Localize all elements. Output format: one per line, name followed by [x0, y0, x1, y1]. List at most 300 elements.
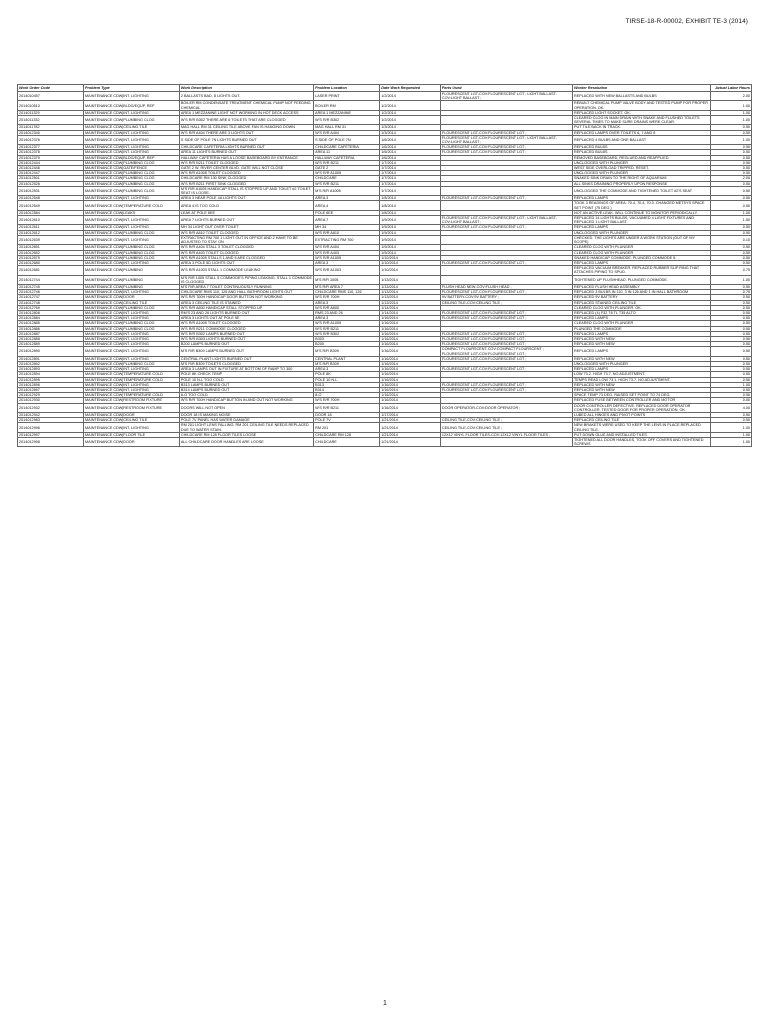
table-cell: 0.50 [711, 284, 752, 289]
table-cell: 1.00 [711, 275, 752, 284]
table-cell: 2014012892 [18, 361, 84, 366]
table-cell: 2014011782 [18, 125, 84, 130]
table-cell: 1/9/2014 [380, 216, 441, 225]
table-cell: 1/6/2014 [380, 155, 441, 160]
table-cell: 1.00 [711, 438, 752, 447]
table-cell: CEILING TILE-COV:CEILING TILE ; [440, 423, 572, 432]
table-cell: PUT DOWN GLUE AND INSTALLED TILES [573, 432, 711, 437]
table-cell: 0.50 [711, 230, 752, 235]
table-cell: 2.00 [711, 92, 752, 101]
table-cell: 0.50 [711, 377, 752, 382]
table-cell: CHECKED. THE LIGHTS ARE UNDER A WORK STATION (OUT OF MY SCOPE) [573, 235, 711, 244]
table-cell: 0.50 [711, 342, 752, 347]
table-cell: FLOURESCENT LGT-COV:FLOURESCENT LGT ; [440, 387, 572, 392]
table-cell: 1/13/2014 [380, 295, 441, 300]
table-cell: CEILING TILE-COV:CEILING TILE ; [440, 300, 572, 305]
table-cell: ALL CHILDCARE DOOR HANDLES ARE LOOSE [179, 438, 313, 447]
table-cell: M'S R/R B309 TOILETS CLOGGED [179, 361, 313, 366]
table-cell: 0.50 [711, 295, 752, 300]
table-cell: 2014012444 [18, 160, 84, 165]
table-cell: MAINTENANCE CDW|INT. LIGHTING [84, 290, 180, 295]
table-cell: SNAKED HANDICAP COMMODE. PLUNGED COMMODE 5. [573, 255, 711, 260]
table-cell: MAINTENANCE CDW|INT. LIGHTING [84, 150, 180, 155]
table-cell: MAINTENANCE CDW|PLUMBING CLOG [84, 171, 180, 176]
table-cell: 2014012748 [18, 300, 84, 305]
table-cell: AREA 11 [314, 150, 380, 155]
table-body [18, 92, 752, 447]
table-cell: EXTRACTING RM 700 1 LIGHT OUT IN OFFICE AND 2 HAVE TO BE ADJUSTED TO STAY ON [179, 235, 313, 244]
table-cell: REPLACED LAMPS [573, 367, 711, 372]
table-cell: REPLACED 3 BULBS IN 110, 3 IN 126 AND 1 IN HALL BATHROOM [573, 290, 711, 295]
table-cell: 2014011332 [18, 116, 84, 125]
table-cell: 2014012612 [18, 230, 84, 235]
table-cell: 1/16/2014 [380, 398, 441, 403]
table-cell: ALL SINKS DRAINING PROPERLY UPON RESPONSE [573, 181, 711, 186]
table-cell: W'S R/R A1005 [314, 321, 380, 326]
table-cell [440, 101, 572, 110]
table-cell: B303 [314, 336, 380, 341]
table-cell: 2014012446 [18, 166, 84, 171]
table-cell: 2014012447 [18, 171, 84, 176]
table-cell: MAINTENANCE CDW|PLUMBING CLOG [84, 181, 180, 186]
table-cell: 1/21/2014 [380, 432, 441, 437]
table-cell: MAINTENANCE CDW|INT. LIGHTING [84, 367, 180, 372]
table-cell: 2014012379 [18, 155, 84, 160]
table-cell: 1/8/2014 [380, 201, 441, 210]
table-cell: MAINTENANCE CDW|INT. LIGHTING [84, 145, 180, 150]
table-cell: FLOURESCENT LGT-COV:FLOURESCENT LGT ; [440, 367, 572, 372]
table-cell: W'S R/R A404 THERE ARE 3 LIGHTS OUT [179, 130, 313, 135]
table-cell: MAINTENANCE CDW|DOOR [84, 295, 180, 300]
table-cell: 2014012942 [18, 413, 84, 418]
table-cell: CHILDCARE CAFETERIA LIGHTS BURNED OUT [179, 145, 313, 150]
table-cell: W'S R/R A1003 [314, 266, 380, 275]
table-cell: MAINTENANCE CDW|GATE/FENCE [84, 166, 180, 171]
table-cell: 1/3/2014 [380, 130, 441, 135]
table-cell: 1/14/2014 [380, 305, 441, 310]
column-header: Parts Used [440, 85, 572, 92]
table-cell: 0.50 [711, 145, 752, 150]
table-cell: 1/14/2014 [380, 310, 441, 315]
table-cell: 2014012376 [18, 135, 84, 144]
table-cell: FLOURESCENT LGT-COV:FLOURESCENT LGT ; [440, 145, 572, 150]
table-cell: FLOURESCENT LGT-COV:FLOURESCENT LGT ; LIGHT BALLAST-COV:LIGHT BALLAST ; [440, 92, 572, 101]
table-cell: MAINTENANCE CDW|CEILING TILE [84, 125, 180, 130]
table-cell: FLOURESCENT LGT-COV:FLOURESCENT LGT ; [440, 196, 572, 201]
table-cell: 0.50 [711, 300, 752, 305]
table-cell: REPLACED LAMPS [573, 331, 711, 336]
table-cell: MAINTENANCE CDW|INT. LIGHTING [84, 110, 180, 115]
table-cell: NEW BRAKETS WERE USED TO KEEP THE LENS IN PLACE.REPLACED CEILING TILE. [573, 423, 711, 432]
table-cell: 0.50 [711, 316, 752, 321]
table-cell: AREA 7 LIGHTS BURNED OUT [179, 216, 313, 225]
table-cell: 1/7/2014 [380, 171, 441, 176]
table-cell: 2014012893 [18, 367, 84, 372]
table-cell: MAINTENANCE CDW|PLUMBING [84, 266, 180, 275]
table-cell: BOILER RM CONDENSATE TREATMENT CHEMICAL PUMP NOT FEEDING CHEMICAL [179, 101, 313, 110]
table-cell: DOORS WILL NOT OPEN [179, 403, 313, 412]
table-row [18, 135, 752, 144]
table-cell: 1/16/2014 [380, 347, 441, 356]
table-cell: W'S R/R B211 [314, 403, 380, 412]
work-order-table-container [17, 84, 752, 447]
table-cell: M'S R/R A1005 HANDICAP STALL IS STOPPED UP AND TOILET #2 TOILET SEAT IS LOOSE. [179, 186, 313, 195]
table-cell: REPLACED LAMPS [573, 347, 711, 356]
table-cell: REPLACED FUSE BETWEEN CONTROLLER AND MOTOR [573, 398, 711, 403]
table-cell: 2014012997 [18, 432, 84, 437]
table-cell: FLOURESCENT LGT-COV:FLOURESCENT LGT ; [440, 356, 572, 361]
table-cell: 1/7/2014 [380, 181, 441, 186]
table-cell: 1/10/2014 [380, 255, 441, 260]
table-cell: PUT TILE BACK IN TRACK. [573, 125, 711, 130]
page-number: 1 [383, 1000, 387, 1007]
table-cell: M'S R/R B309 LAMPS BURNED OUT [179, 347, 313, 356]
table-cell: 1/13/2014 [380, 290, 441, 295]
table-cell: 1/7/2014 [380, 186, 441, 195]
table-cell: MAG HALL RM 31 CEILING TILE ABOVE FAN IS HANGING DOWN [179, 125, 313, 130]
table-cell: 1/9/2014 [380, 230, 441, 235]
table-cell: 1/3/2014 [380, 125, 441, 130]
table-cell: 2014012884 [18, 316, 84, 321]
table-cell: AREA 1 MEZZANINE [314, 110, 380, 115]
table-cell: REPLACED WITH NEW [573, 387, 711, 392]
table-cell: 1/13/2014 [380, 300, 441, 305]
table-cell: AREA 3 [314, 300, 380, 305]
table-cell: W'S R/R 700H [314, 398, 380, 403]
table-cell: W'S R/R A404 [314, 130, 380, 135]
table-cell: AREA 3 NEAR POLE 4A LIGHTS OUT [179, 196, 313, 201]
table-cell: POLE 8K CHECK TEMP [179, 372, 313, 377]
table-cell: MAINTENANCE CDW|RESTROOM FIXTURE [84, 398, 180, 403]
table-cell: 0.50 [711, 225, 752, 230]
table-cell: MAINTENANCE CDW|INT. LIGHTING [84, 310, 180, 315]
table-cell: W'S R/R B211 [314, 160, 380, 165]
table-cell: 0.50 [711, 181, 752, 186]
table-cell: 1/8/2014 [380, 196, 441, 201]
table-cell: AREA 3 [314, 260, 380, 265]
table-cell: MAINTENANCE CDW|INT. LIGHTING [84, 336, 180, 341]
table-cell: MAINTENANCE CDW|PLUMBING CLOG [84, 160, 180, 165]
table-cell: B200 LAMPS BURNED OUT [179, 342, 313, 347]
table-cell: 2014012611 [18, 225, 84, 230]
table-cell: LEAK AT POLE 6EE [179, 210, 313, 215]
table-cell: MAINTENANCE CDW|TEMPERATURE COLD [84, 372, 180, 377]
table-cell: 1/21/2014 [380, 438, 441, 447]
table-cell: 2014012891 [18, 356, 84, 361]
table-row [18, 130, 752, 135]
table-row [18, 398, 752, 403]
table-cell: POLE 10 N-L TOO COLD [179, 377, 313, 382]
table-cell: W'S R/R B302 THERE ARE 6 TOILETS THAT ARE CLOGGED [179, 116, 313, 125]
table-cell: 1/6/2014 [380, 150, 441, 155]
table-cell: REPLACED WITH NEW BALLASTS AND BULBS [573, 92, 711, 101]
table-cell: FLOURESCENT LGT-COV:FLOURESCENT LGT ; [440, 130, 572, 135]
exhibit-label: TIRSE-18-R-00002, EXHIBIT TE-3 (2014) [625, 18, 748, 25]
table-cell: 0.50 [711, 160, 752, 165]
table-cell: REPLACED 4 BULBS AND ONE BALLAST [573, 135, 711, 144]
table-cell: 2014012996 [18, 423, 84, 432]
table-cell: 1/16/2014 [380, 372, 441, 377]
table-cell: MAINTENANCE CDW|INT. LIGHTING [84, 423, 180, 432]
table-cell: 0.50 [711, 150, 752, 155]
table-cell: UNCLOGGED WITH PLUNGER [573, 160, 711, 165]
table-cell: W'S R/R A1003 STALL 1 COMMODE LEAKING [179, 266, 313, 275]
table-cell: 2014012746 [18, 290, 84, 295]
table-cell: WEST SIDE OVERLOAD TRIPPED. RESET. [573, 166, 711, 171]
table-cell: 1.50 [711, 216, 752, 225]
table-cell: FLOURESCENT LGT-COV:FLOURESCENT LGT ; [440, 342, 572, 347]
table-cell: REPLACED 14 LIGHTS BULBS, VACUUMED 4 LIGHT FIXTURES AND REPLACED 1 LIGHT BALLAST. [573, 216, 711, 225]
table-cell: AREA 3 POLE 5D LIGHTS OUT [179, 260, 313, 265]
table-cell: MAINTENANCE CDW|INT. LIGHTING [84, 135, 180, 144]
table-cell: 1/9/2014 [380, 235, 441, 244]
table-cell: 2014012897 [18, 387, 84, 392]
table-cell: W'S R/R A404 STALL 3 TOILET CLOGGED [179, 245, 313, 250]
table-cell: 0.50 [711, 356, 752, 361]
table-cell: FLOURESCENT LGT-COV:FLOURESCENT LGT ; [440, 290, 572, 295]
table-cell: MAINTENANCE CDW|PLUMBING [84, 275, 180, 284]
table-cell: 2014012531 [18, 186, 84, 195]
table-cell: 1/9/2014 [380, 250, 441, 255]
table-cell: B313 [314, 382, 380, 387]
table-cell: 2014012651 [18, 245, 84, 250]
table-cell: 1/16/2014 [380, 367, 441, 372]
table-cell: RM 201 LIGHT LENS FALLING. RM 201 CEILING TILE NEEDS REPLACED DUE TO WATER STAIN. [179, 423, 313, 432]
table-cell: MAINTENANCE CDW|INT. LIGHTING [84, 382, 180, 387]
table-cell: 1/21/2014 [380, 423, 441, 432]
table-cell: SPACE TEMP 73 DEG. RAISED SET POINT TO 74 DEG. [573, 393, 711, 398]
table-row [18, 393, 752, 398]
table-cell: 2014012745 [18, 284, 84, 289]
table-cell: 2014012896 [18, 382, 84, 387]
table-cell: REMOVED BASEBOARD, REGLUED AND REAPPLIED. [573, 155, 711, 160]
table-cell: 2014012679 [18, 255, 84, 260]
table-cell: W'S R/R 700H [314, 295, 380, 300]
table-cell: LOW 73.2. HIGH 73.7. NO ADJUSTMENT. [573, 372, 711, 377]
table-cell: W'S R/R A600 [314, 305, 380, 310]
table-cell: 2014012894 [18, 372, 84, 377]
table-cell: MH 34 [314, 225, 380, 230]
table-cell: 2 BALLASTS BAD. 8 LIGHTS OUT. [179, 92, 313, 101]
column-header: Worker Resolution [573, 85, 711, 92]
table-cell: 0.75 [711, 266, 752, 275]
table-cell: W'S R/R A403 TOILET CLOGGED [179, 250, 313, 255]
work-order-table [17, 84, 752, 447]
table-cell: W'S R/R A810 [314, 230, 380, 235]
table-cell: 1/16/2014 [380, 342, 441, 347]
table-cell: B314 [314, 387, 380, 392]
table-cell [440, 266, 572, 275]
column-header: Actual Labor Hours [711, 85, 752, 92]
table-cell: W'S R/R A1005 STALLS 1 AND 5 ARE CLOGGED [179, 255, 313, 260]
table-cell: 0.50 [711, 336, 752, 341]
column-header: Work Order Code [18, 85, 84, 92]
table-cell: 8-O TOO COLD [179, 393, 313, 398]
table-cell: 1/2/2014 [380, 110, 441, 115]
table-cell: 0.50 [711, 260, 752, 265]
table-cell: 1/7/2014 [380, 160, 441, 165]
table-cell: COMPACT FLOURSCENT-COV:COMPACT FLOURSCENT ; FLOURESCENT LGT-COV:FLOURESCENT LGT ; [440, 347, 572, 356]
table-cell: MAINTENANCE CDW|PLUMBING CLOG [84, 250, 180, 255]
table-cell: 1/16/2014 [380, 331, 441, 336]
table-cell: 0.50 [711, 326, 752, 331]
table-cell: TIGHTENED ALL DOOR HANDLES, TOOK OFF COVERS AND TIGHTENED SCREWS [573, 438, 711, 447]
table-cell: FLOURESCENT LGT-COV:FLOURESCENT LGT ; [440, 331, 572, 336]
table-cell: REBUILT CHEMICAL PUMP VALVE BODY AND TESTED PUMP FOR PROPER OPERATION. OK. [573, 101, 711, 110]
table-cell: DOOR CONTROLLER DEFECTIVE. REPLACED DOOR OPERATOR CONTROLLER. TESTED DOOR FOR PROPER OPERATION. OK. [573, 403, 711, 412]
table-cell: DOOR 18 [314, 413, 380, 418]
table-cell: 0.50 [711, 305, 752, 310]
table-cell: CHILDCARE [314, 176, 380, 181]
table-cell: CLEARED CLOG IN MAIN DRAIN WITH SNAKE AND FLUSHED TOILETS SEVERAL TIMES TO MAKE SURE DRAINS WERE CLEAR. [573, 116, 711, 125]
table-cell: 2014012769 [18, 305, 84, 310]
table-cell: 2014012747 [18, 295, 84, 300]
table-cell: 0.50 [711, 255, 752, 260]
table-cell: TOOK 3 READINGS OF AREA: 70.4, 70.4, 70.3. CHANGED METSYS SPACE SET POINT (75 DEG.) [573, 201, 711, 210]
table-cell: 0.10 [711, 235, 752, 244]
table-cell: 1/7/2014 [380, 166, 441, 171]
table-cell: M'S R/R 1005 [314, 275, 380, 284]
table-cell: 1/16/2014 [380, 377, 441, 382]
table-cell: W'S R/R B303 LIGHTS BURNED OUT [179, 336, 313, 341]
table-cell: MAINTENANCE CDW|TEMPERATURE COLD [84, 377, 180, 382]
table-cell: W'S R/R 700H HANDICAP BUTTON IN AND OUT NOT WORKING [179, 398, 313, 403]
table-cell: MAINTENANCE CDW|INT. LIGHTING [84, 387, 180, 392]
table-cell: 0.50 [711, 331, 752, 336]
table-cell: W'S R/R B211 [314, 326, 380, 331]
table-cell: W'S R/R A1005 TOILET CLOGGED [179, 321, 313, 326]
table-cell: REPLACED BULBS [573, 145, 711, 150]
table-cell: FLUSH HEAD NEW-COV:FLUSH HEAD ; [440, 284, 572, 289]
table-cell: MAINTENANCE CDW|INT. LIGHTING [84, 130, 180, 135]
table-cell: MAINTENANCE CDW|INT. LIGHTING [84, 342, 180, 347]
table-cell: CHILDCARE RM 128 FLOOR TILES LOOSE [179, 432, 313, 437]
table-cell: 1/6/2014 [380, 135, 441, 144]
table-cell: 9V BATTERY-COV:9V BATTERY ; [440, 295, 572, 300]
table-cell: 1/16/2014 [380, 393, 441, 398]
table-cell: 1.00 [711, 210, 752, 215]
table-cell: RMS 23 AND 26 [314, 310, 380, 315]
table-cell: 1/9/2014 [380, 225, 441, 230]
table-cell: DOOR 18 IS MAKING NOISE [179, 413, 313, 418]
table-cell: 2014012930 [18, 398, 84, 403]
table-row [18, 423, 752, 432]
table-cell: REPLACED 9V BATTERY [573, 295, 711, 300]
table-cell: 2014012526 [18, 181, 84, 186]
table-cell: MAINTENANCE CDW|PLUMBING [84, 284, 180, 289]
table-cell: 1.00 [711, 116, 752, 125]
table-cell: 0.50 [711, 418, 752, 423]
table-row [18, 255, 752, 260]
table-cell: LUBED ALL HINGES AND PIVOT POINTS [573, 413, 711, 418]
table-cell: REPLACED VACUUM BREAKER. REPLACED RUBBER SLIP RING THAT ATTACHES PIPING TO SPUD. [573, 266, 711, 275]
table-cell: FLOURESCENT LGT-COV:FLOURESCENT LGT ; [440, 150, 572, 155]
table-cell: 0.50 [711, 367, 752, 372]
table-cell: REPLACED WITH NEW [573, 336, 711, 341]
table-cell: W'S R/R B211 FIRST SINK CLOGGED [179, 181, 313, 186]
table-cell: M'S R/R 1005 STALL 5 COMMODE'S PIPING LEAKING. STALL 1 COMMODE IS CLOGGED [180, 275, 312, 284]
table-cell: POLE 10 N-L [314, 377, 380, 382]
table-cell: MAG HALL RM 31 [314, 125, 380, 130]
table-cell: M'S R/R B309 [314, 347, 380, 356]
table-cell: 2014012378 [18, 150, 84, 155]
table-cell: UNCLOGGED THE COMMODE AND TIGHTENED TOILET #2'S SEAT [573, 186, 711, 195]
table-cell: 0.50 [711, 387, 752, 392]
table-cell: AREA 4 [314, 201, 380, 210]
table-cell: MAINTENANCE CDW|INT. LIGHTING [84, 260, 180, 265]
table-cell: CEILING TILE-COV:CEILING TILE ; [440, 418, 572, 423]
table-cell: 1/16/2014 [380, 361, 441, 366]
table-cell: 2014012929 [18, 393, 84, 398]
table-cell: 2014012887 [18, 331, 84, 336]
table-cell: M'S R/R AREA 7 TOILET CONTINUOUSLY RUNNING [179, 284, 313, 289]
table-cell: 1/16/2014 [380, 316, 441, 321]
table-cell: MAINTENANCE CDW|PLUMBING CLOG [84, 186, 180, 195]
table-cell: 2014012888 [18, 336, 84, 341]
table-cell: W'S R/R A1005 TOILET CLOGGED [179, 171, 313, 176]
table-cell: W'S R/R B211 [314, 181, 380, 186]
table-cell: REPLACED FLUSH HEAD ASSEMBLY [573, 284, 711, 289]
table-cell: GATE 2 [314, 166, 380, 171]
table-cell: 1/16/2014 [380, 387, 441, 392]
column-header: Date Work Requested [380, 85, 441, 92]
table-cell: 1/16/2014 [380, 356, 441, 361]
table-cell: MAINTENANCE CDW|PLUMBING CLOG [84, 230, 180, 235]
table-cell: 1/16/2014 [380, 382, 441, 387]
table-cell: AREA 11 LIGHTS BURNED OUT [179, 150, 313, 155]
table-cell: 1.00 [711, 135, 752, 144]
table-header-row [18, 85, 752, 92]
table-cell: CENTRAL PLANT [314, 356, 380, 361]
table-row [18, 216, 752, 225]
table-cell: FLOURESCENT LGT-COV:FLOURESCENT LGT ; [440, 225, 572, 230]
table-cell: REPLACED WITH NEW [573, 356, 711, 361]
table-cell: UNCLOGGED WITH PLUNGER [573, 361, 711, 366]
table-cell: S SIDE OF POLE 7N LIGHTS BURNED OUT [179, 135, 313, 144]
table-cell [440, 116, 572, 125]
table-cell: MAINTENANCE CDW|PLUMBING CLOG [84, 326, 180, 331]
table-cell: MAINTENANCE CDW|FLOOR TILE [84, 432, 180, 437]
table-cell: B200 [314, 342, 380, 347]
table-cell: MAINTENANCE CDW|INT. LIGHTING [84, 316, 180, 321]
table-cell: CLEARED CLOG WITH PLUNGER [573, 321, 711, 326]
table-cell: FLOURESCENT LGT-COV:FLOURESCENT LGT ; [440, 316, 572, 321]
table-cell: RM 201 [314, 423, 380, 432]
table-cell: REPLACED LIGHT SOCKET. OK. [573, 110, 711, 115]
table-row [18, 210, 752, 215]
table-cell: 1/16/2014 [380, 403, 441, 412]
table-cell: 2014012584 [18, 210, 84, 215]
table-cell: W'S R/R A404 [314, 245, 380, 250]
table-row [18, 266, 752, 275]
table-cell: 2.00 [711, 176, 752, 181]
table-cell: 0.50 [711, 166, 752, 171]
table-cell: REPLACED LAMPS [573, 225, 711, 230]
table-cell: W'S R/R B302 [314, 116, 380, 125]
table-cell: 1/2/2014 [380, 116, 441, 125]
table-row [18, 101, 752, 110]
table-cell: 1/10/2014 [380, 260, 441, 265]
table-cell: POLE 7V [314, 418, 380, 423]
table-cell: 0.50 [711, 347, 752, 356]
table-cell: AREA 1 MEZZANINE LIGHT NOT WORKING IN HOT DECK ACCESS [179, 110, 313, 115]
table-cell: CHILDCARE CAFETERIA [314, 145, 380, 150]
table-cell: NOT AN ACTIVE LEAK. WILL CONTINUE TO MONITOR PERIODICALLY. [573, 210, 711, 215]
table-cell: B313 LAMPS BURNED OUT [179, 382, 313, 387]
table-cell: B314 LAMPS BURNED OUT [179, 387, 313, 392]
table-cell: CLEARED CLOG WITH PLUNGER [573, 250, 711, 255]
table-cell: CHILDCARE RMS 110, 126 [314, 290, 380, 295]
